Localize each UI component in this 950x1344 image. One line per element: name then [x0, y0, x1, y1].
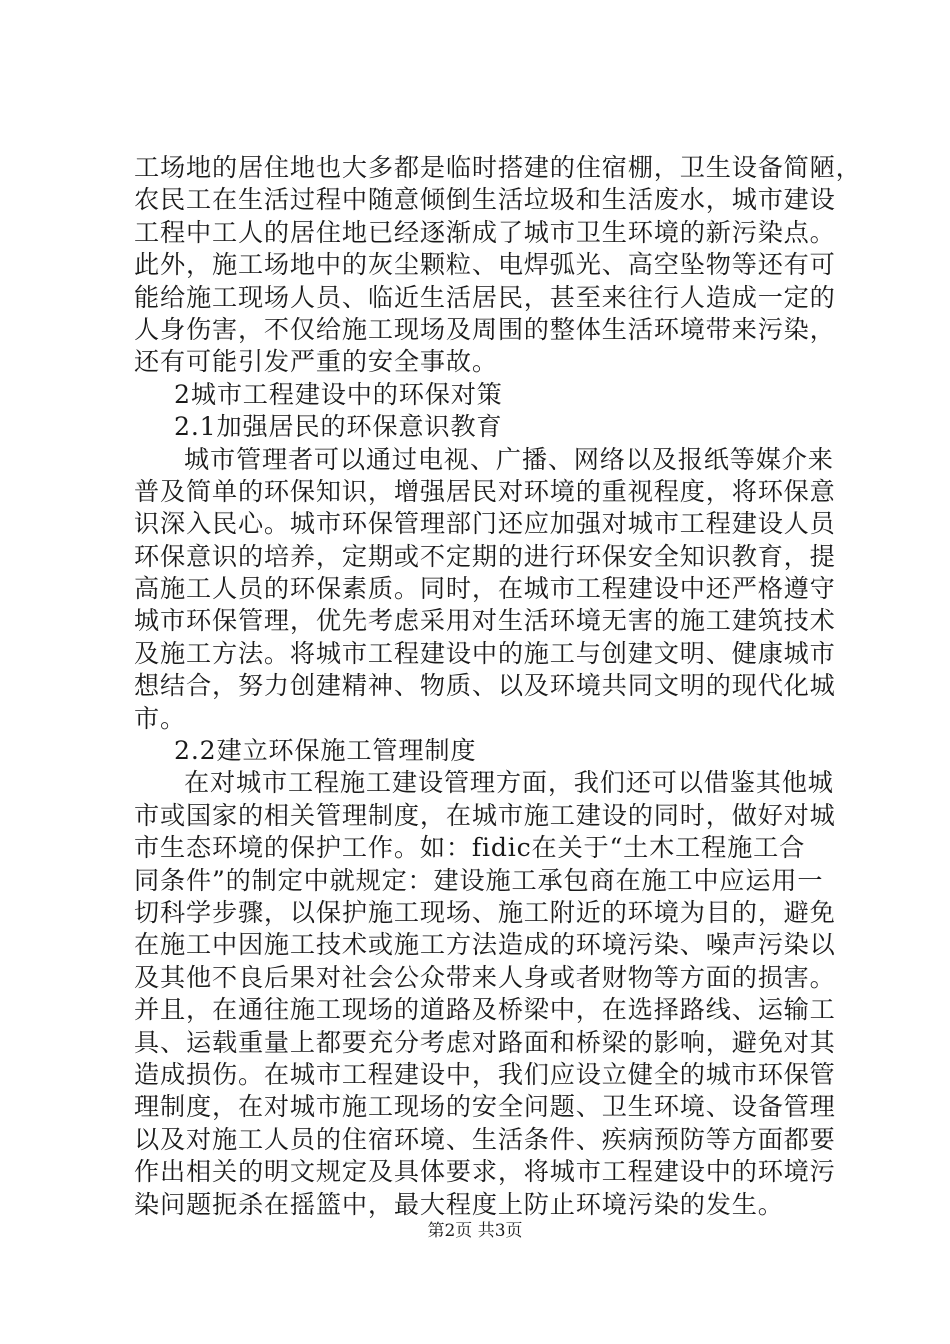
text-line: 在对城市工程施工建设管理方面，我们还可以借鉴其他城: [184, 768, 834, 798]
page-number-footer: 第2页 共3页: [427, 1221, 523, 1241]
document-page: [134, 152, 862, 1221]
text-line: 工场地的居住地也大多都是临时搭建的住宿棚，卫生设备简陋，: [134, 153, 862, 182]
text-line: 市。: [134, 703, 186, 733]
text-line: 造成损伤。在城市工程建设中，我们应设立健全的城市环保管: [134, 1059, 836, 1089]
paragraph-environmental-education: [134, 444, 834, 736]
text-line: 想结合，努力创建精神、物质、以及环境共同文明的现代化城: [134, 671, 836, 701]
text-line: 在施工中因施工技术或施工方法造成的环境污染、噪声污染以: [134, 930, 836, 960]
section-heading: 2城市工程建设中的环保对策: [174, 379, 503, 409]
text-line: 环保意识的培养，定期或不定期的进行环保安全知识教育，提: [134, 541, 836, 571]
text-line: 同条件”的制定中就规定：建设施工承包商在施工中应运用一: [134, 865, 824, 895]
text-line: 普及简单的环保知识，增强居民对环境的重视程度，将环保意: [134, 476, 836, 506]
subsection-heading: 2.1加强居民的环保意识教育: [174, 412, 503, 442]
text-line: 高施工人员的环保素质。同时，在城市工程建设中还严格遵守: [134, 574, 836, 604]
text-line: 能给施工现场人员、临近生活居民，甚至来往行人造成一定的: [134, 282, 836, 312]
text-line: 作出相关的明文规定及具体要求，将城市工程建设中的环境污: [134, 1157, 836, 1187]
text-line: 染问题扼杀在摇篮中，最大程度上防止环境污染的发生。: [134, 1189, 784, 1219]
subsection-heading: 2.2建立环保施工管理制度: [174, 736, 477, 766]
text-line: 识深入民心。城市环保管理部门还应加强对城市工程建设人员: [134, 509, 836, 539]
text-line: 及其他不良后果对社会公众带来人身或者财物等方面的损害。: [134, 962, 836, 992]
text-line: 具、运载重量上都要充分考虑对路面和桥梁的影响，避免对其: [134, 1027, 836, 1057]
text-line: 城市管理者可以通过电视、广播、网络以及报纸等媒介来: [184, 444, 834, 474]
text-line: 及施工方法。将城市工程建设中的施工与创建文明、健康城市: [134, 638, 836, 668]
text-line: 并且，在通往施工现场的道路及桥梁中，在选择路线、运输工: [134, 995, 836, 1025]
text-line: 市生态环境的保护工作。如：fidic在关于“土木工程施工合: [134, 833, 806, 863]
text-line: 以及对施工人员的住宿环境、生活条件、疾病预防等方面都要: [134, 1124, 836, 1154]
paragraph-continued: [134, 152, 862, 379]
text-line: 城市环保管理，优先考虑采用对生活环境无害的施工建筑技术: [134, 606, 836, 636]
text-line: 人身伤害，不仅给施工现场及周围的整体生活环境带来污染，: [134, 314, 836, 344]
text-line: 农民工在生活过程中随意倾倒生活垃圾和生活废水，城市建设: [134, 185, 836, 215]
text-line: 工程中工人的居住地已经逐渐成了城市卫生环境的新污染点。: [134, 217, 836, 247]
text-line: 切科学步骤，以保护施工现场、施工附近的环境为目的，避免: [134, 897, 836, 927]
text-line: 还有可能引发严重的安全事故。: [134, 347, 498, 377]
text-line: 市或国家的相关管理制度，在城市施工建设的同时，做好对城: [134, 800, 836, 830]
text-line: 理制度，在对城市施工现场的安全问题、卫生环境、设备管理: [134, 1092, 836, 1122]
text-line: 此外，施工场地中的灰尘颗粒、电焊弧光、高空坠物等还有可: [134, 250, 836, 280]
paragraph-management-system: [134, 767, 834, 1220]
